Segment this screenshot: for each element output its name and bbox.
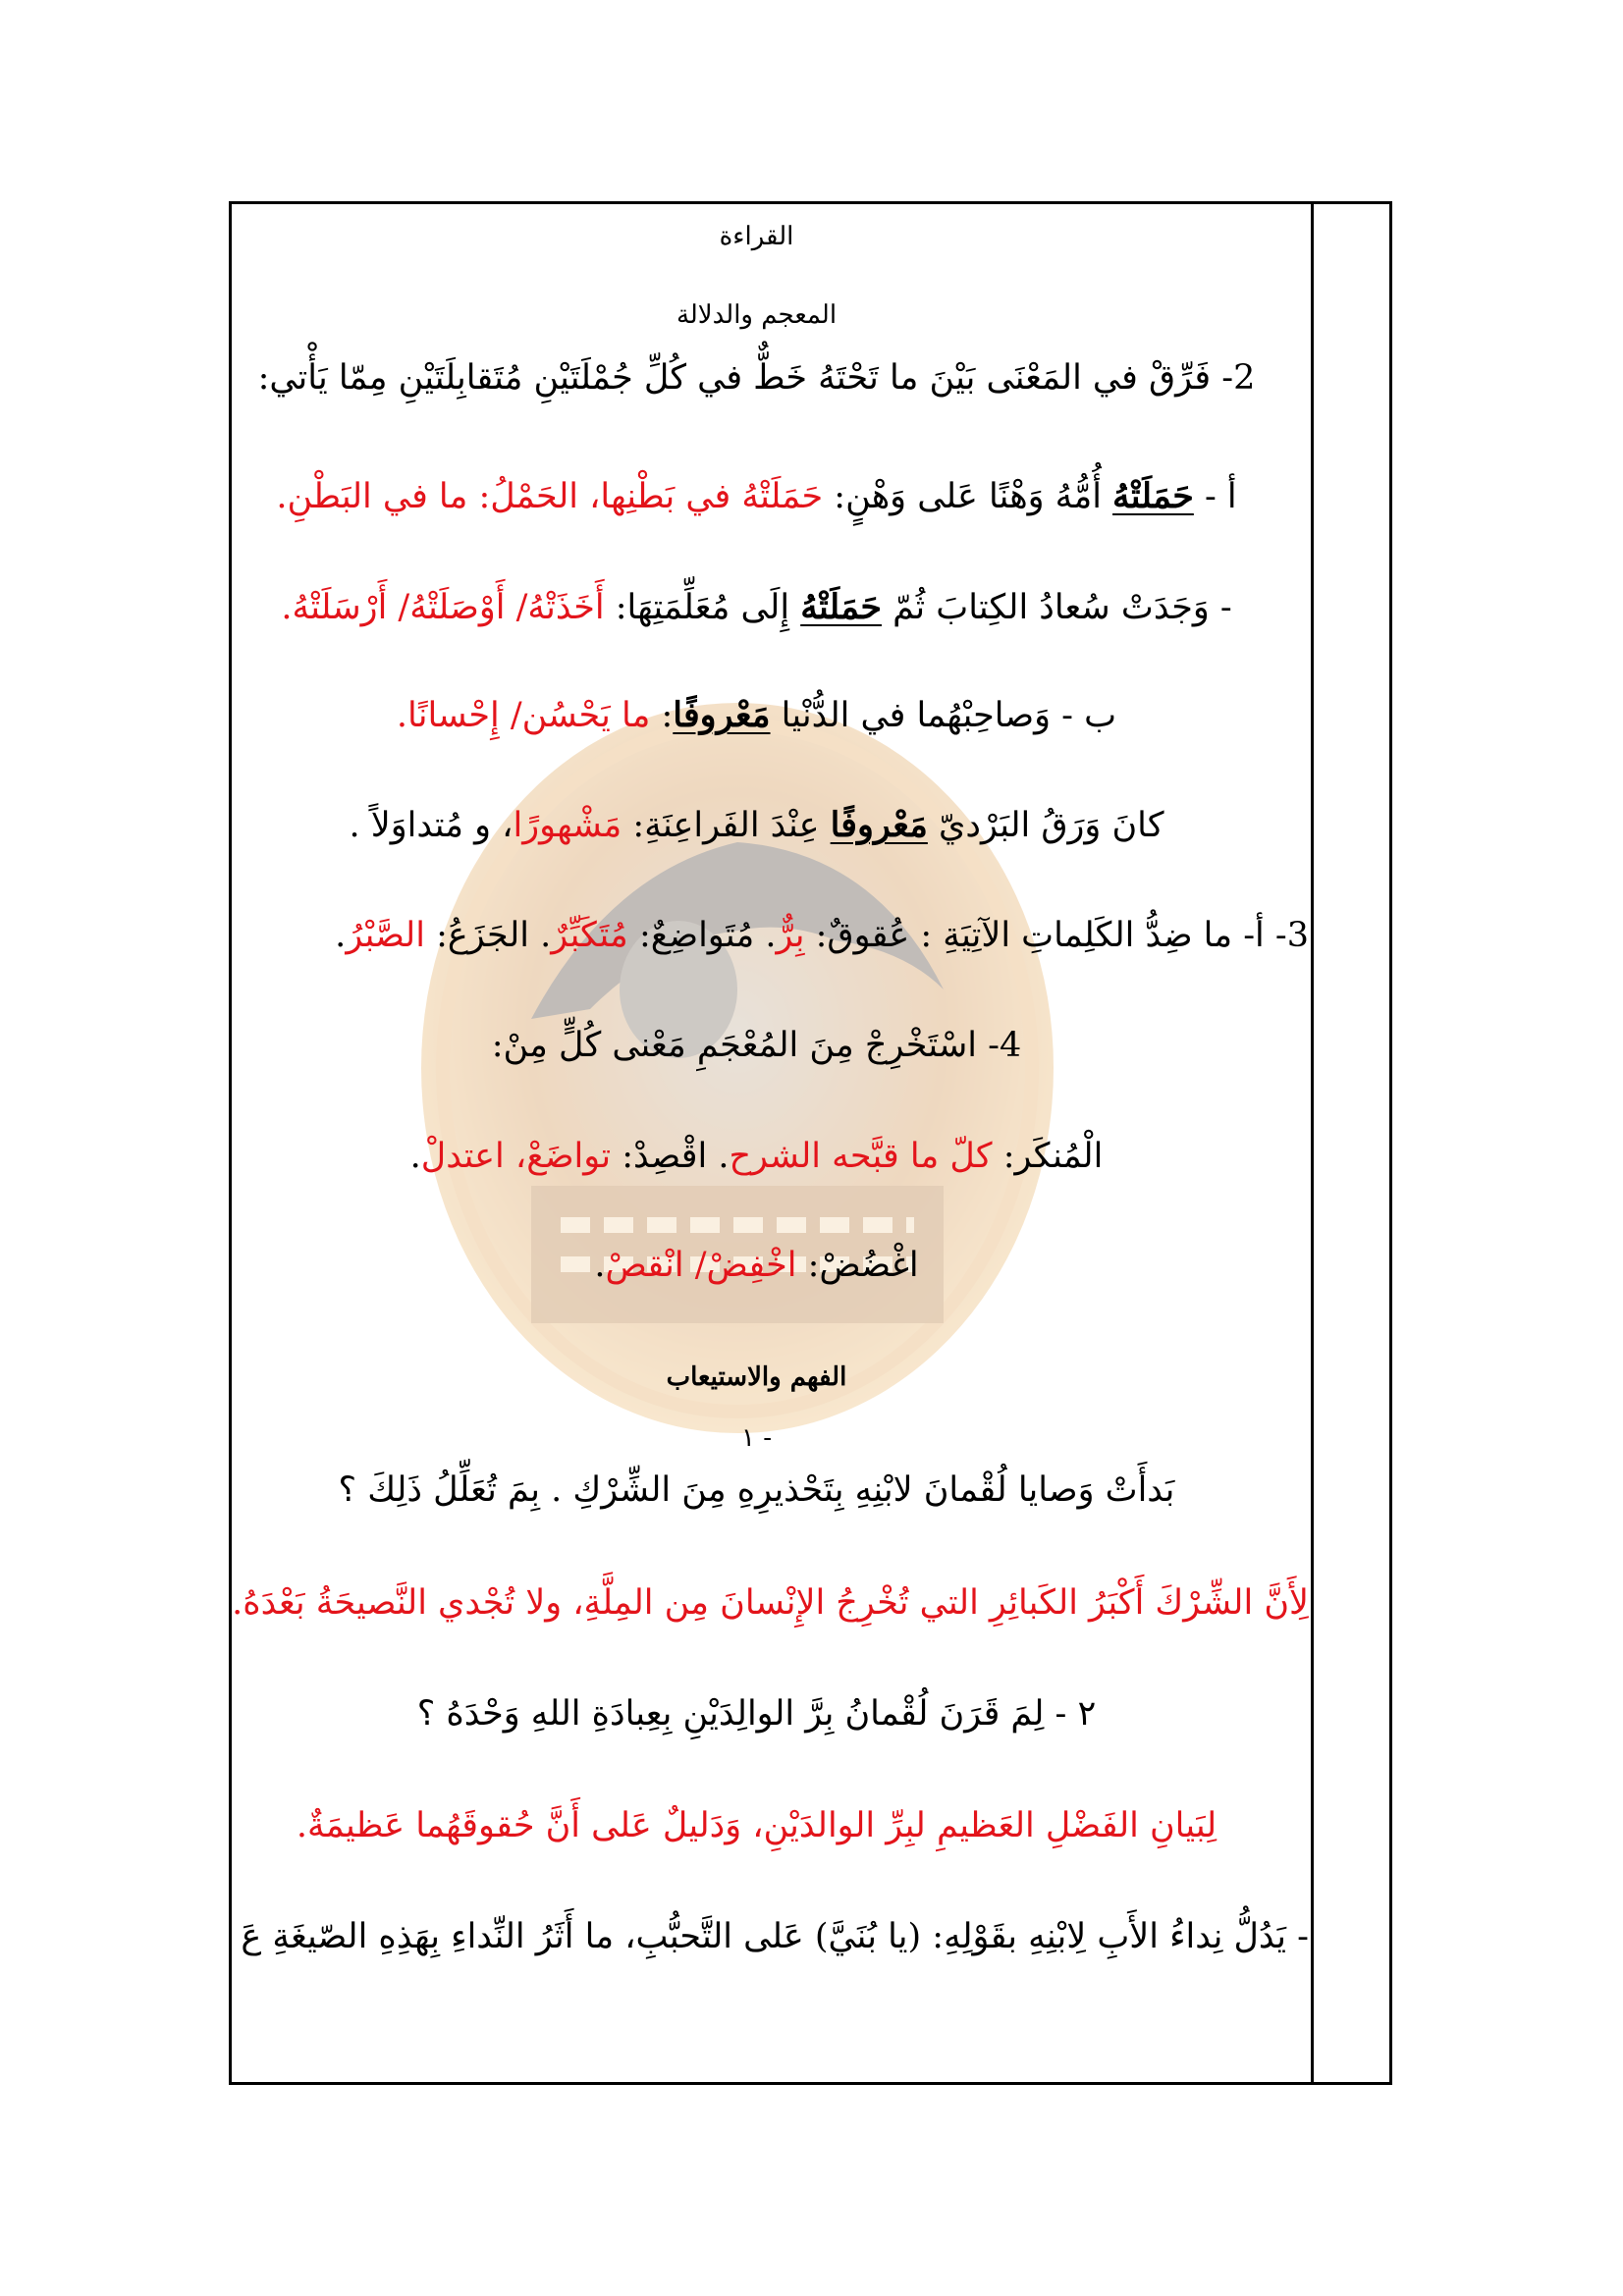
comp-question-3: - يَدُلُّ نِداءُ الأَبِ لِابْنِهِ بقَوْلِهِ: (يا بُنَيَّ) عَلى التَّحبُّبِ، ما أَثَرُ النِّداءِ بِهَذِهِ الصّيغَةِ عَ [241, 1917, 1309, 1956]
answer-text: تواضَعْ، اعتدلْ [420, 1137, 612, 1176]
comp-question-2: ٢ - لِمَ قَرَنَ لُقْمانُ بِرَّ الوالِدَيْنِ بِعِبادَةِ اللهِ وَحْدَهُ ؟ [416, 1694, 1097, 1734]
q2-item-b2: كانَ وَرَقُ البَرْديّ مَعْروفًا عِنْدَ الفَراعِنَةِ: مَشْهورًا، و مُتداوَلاً . [349, 805, 1164, 845]
answer-text: بِرٌّ [776, 916, 805, 955]
comp-question-1: بَدأَتْ وَصايا لُقْمانَ لابْنِهِ بِتَحْذيرِهِ مِنَ الشِّرْكِ . بِمَ تُعَلِّلُ ذَلِكَ ؟ [338, 1470, 1175, 1510]
section-reading: القراءة [719, 222, 794, 251]
answer-text: مُتَكَبِّرٌ [551, 916, 628, 955]
comp-answer-2: لِبَيانِ الفَضْلِ العَظيمِ لبِرِّ الوالدَيْنِ، وَدَليلٌ عَلى أَنَّ حُقوقَهُما عَظيمَةٌ. [296, 1806, 1217, 1845]
answer-text: مَشْهورًا [513, 806, 622, 845]
q3-line: 3- أ- ما ضِدُّ الكَلِماتِ الآتِيَةِ : عُقوقٌ: بِرٌّ. مُتَواضِعٌ: مُتَكَبِّرٌ. الجَزَعُ: الصَّبْرُ. [335, 916, 1309, 955]
q2-item-b1: ب - وَصاحِبْهُما في الدُّنْيا مَعْروفًا: ما يَحْسُن/ إِحْسانًا. [396, 695, 1117, 735]
answer-text: ما يَحْسُن/ إِحْسانًا. [396, 696, 651, 735]
q4-line2: اغْضُضْ: اخْفِضْ/ انْقصْ. [594, 1246, 919, 1285]
answer-text: اخْفِضْ/ انْقصْ [605, 1246, 797, 1285]
q4-line1: الْمُنكَر: كلّ ما قبَّحه الشرح. اقْصِدْ: تواضَعْ، اعتدلْ. [409, 1137, 1104, 1176]
answer-text: كلّ ما قبَّحه الشرح [729, 1137, 993, 1176]
underlined-word: حَمَلَتْهُ [1112, 476, 1194, 516]
q2-title: 2- فَرِّقْ في المَعْنَى بَيْنَ ما تَحْتَهُ خَطٌّ في كُلِّ جُمْلَتَيْنِ مُتَقابِلَتَيْنِ مِمّا يَأْتي: [257, 358, 1256, 398]
answer-text: أَخَذَتْهُ/ أَوْصَلَتْهُ/ أَرْسَلَتْهُ. [281, 588, 605, 627]
underlined-word: حَمَلَتْهُ [800, 587, 882, 627]
underlined-word: مَعْروفًا [673, 695, 771, 735]
comp-number-1: ١ - [740, 1423, 773, 1453]
worksheet-content [232, 204, 1311, 2082]
underlined-word: مَعْروفًا [830, 805, 928, 845]
section-lexicon: المعجم والدلالة [676, 300, 838, 330]
section-comprehension: الفهم والاستيعاب [666, 1362, 847, 1392]
page-frame [229, 201, 1392, 2085]
margin-column [1311, 204, 1389, 2082]
q2-item-a2: - وَجَدَتْ سُعادُ الكِتابَ ثُمّ حَمَلَتْهُ إِلَى مُعَلِّمَتِهَا: أَخَذَتْهُ/ أَوْصَلَتْهُ/ أَرْسَلَتْهُ. [281, 587, 1232, 627]
q2-item-a1: أ - حَمَلَتْهُ أُمُّهُ وَهْنًا عَلى وَهْنٍ: حَمَلَتْهُ في بَطْنِها، الحَمْلُ: ما في البَطْنِ. [276, 476, 1237, 516]
q4-title: 4- اسْتَخْرِجْ مِنَ المُعْجَمِ مَعْنى كُلٍّ مِنْ: [491, 1026, 1022, 1065]
answer-text: حَمَلَتْهُ في بَطْنِها، الحَمْلُ: ما في البَطْنِ. [276, 477, 824, 516]
answer-text: الصَّبْرُ [346, 916, 425, 955]
comp-answer-1: لِأَنَّ الشِّرْكَ أَكْبَرُ الكَبائِرِ التي تُخْرِجُ الإِنْسانَ مِن المِلَّةِ، ولا تُجْدي النَّصيحَةُ بَعْدَهُ. [232, 1583, 1309, 1623]
